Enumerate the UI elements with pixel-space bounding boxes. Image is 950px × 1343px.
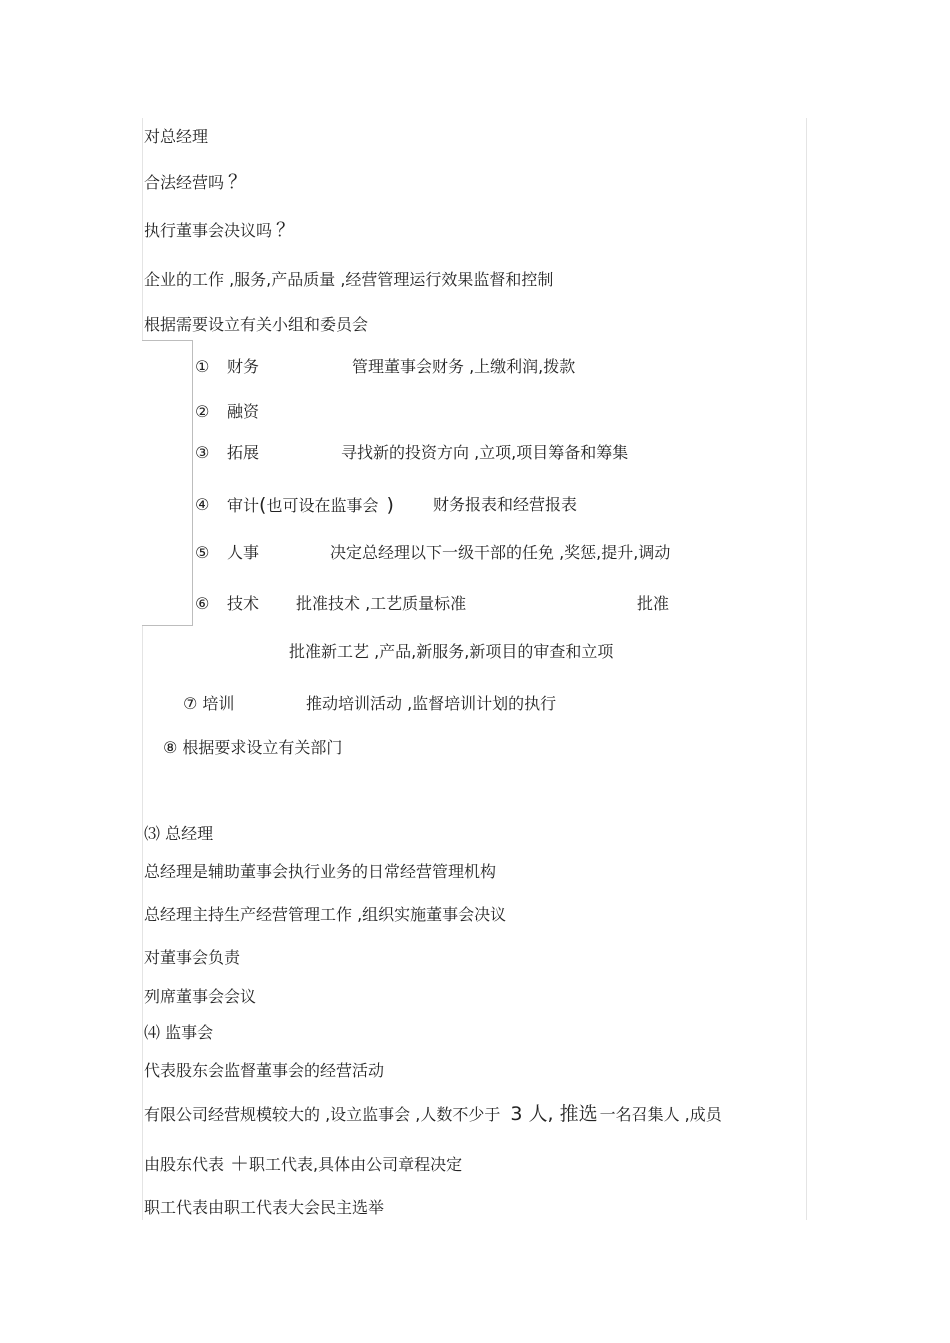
committee-4-name: 审计 bbox=[227, 496, 260, 515]
supervisors-line-2 bbox=[144, 1104, 722, 1125]
gm-line-2: 总经理主持生产经营管理工作 ,组织实施董事会决议 bbox=[144, 905, 507, 924]
gm-line-4: 列席董事会会议 bbox=[144, 987, 257, 1006]
intro-line-2 bbox=[144, 172, 247, 193]
left-margin-line-top bbox=[142, 118, 143, 340]
question-mark: ？ bbox=[276, 219, 296, 241]
committee-2-num: ② bbox=[195, 402, 210, 421]
committee-4-paren-close: ) bbox=[386, 494, 394, 516]
committee-1-desc: 管理董事会财务 ,上缴利润,拨款 bbox=[352, 357, 576, 376]
supervisors-line-2-number: 3 人, 推选 bbox=[510, 1103, 598, 1125]
supervisors-line-2c: 一名召集人 ,成员 bbox=[599, 1105, 722, 1124]
committee-2-name: 融资 bbox=[227, 402, 260, 421]
committee-3-num: ③ bbox=[195, 443, 210, 462]
intro-line-2-text: 合法经营吗 bbox=[144, 173, 225, 192]
supervisors-line-3b: 职工代表,具体由公司章程决定 bbox=[249, 1155, 463, 1174]
committee-1-num: ① bbox=[195, 357, 210, 376]
committee-bracket bbox=[142, 340, 193, 626]
item-8-label: ⑧ 根据要求设立有关部门 bbox=[163, 738, 343, 757]
item-7-label: ⑦ 培训 bbox=[183, 694, 235, 713]
committee-6-continuation: 批准新工艺 ,产品,新服务,新项目的审查和立项 bbox=[289, 642, 614, 661]
intro-line-3-text: 执行董事会决议吗 bbox=[144, 221, 273, 240]
question-mark: ？ bbox=[228, 171, 248, 193]
committee-6-name: 技术 bbox=[227, 594, 260, 613]
supervisors-line-4: 职工代表由职工代表大会民主选举 bbox=[144, 1198, 385, 1217]
supervisors-line-3a: 由股东代表 bbox=[144, 1155, 225, 1174]
supervisors-line-3 bbox=[144, 1154, 462, 1175]
plus-sign: ＋ bbox=[230, 1153, 250, 1175]
committee-4-num: ④ bbox=[195, 495, 210, 514]
committee-6-desc: 批准技术 ,工艺质量标准 bbox=[296, 594, 467, 613]
committee-3-name: 拓展 bbox=[227, 443, 260, 462]
committee-6-num: ⑥ bbox=[195, 594, 210, 613]
intro-line-5: 根据需要设立有关小组和委员会 bbox=[144, 315, 369, 334]
gm-line-3: 对董事会负责 bbox=[144, 948, 241, 967]
item-7-desc: 推动培训活动 ,监督培训计划的执行 bbox=[306, 694, 557, 713]
intro-line-3 bbox=[144, 220, 295, 241]
supervisors-heading: ⑷ 监事会 bbox=[144, 1023, 214, 1042]
left-margin-line-bottom bbox=[142, 625, 143, 1220]
intro-line-4: 企业的工作 ,服务,产品质量 ,经营管理运行效果监督和控制 bbox=[144, 270, 554, 289]
committee-4-paren-open: ( bbox=[259, 494, 267, 516]
committee-4-name-line bbox=[227, 495, 394, 516]
committee-5-num: ⑤ bbox=[195, 543, 210, 562]
committee-6-extra: 批准 bbox=[637, 594, 670, 613]
supervisors-line-2a: 有限公司经营规模较大的 ,设立监事会 ,人数不少于 bbox=[144, 1105, 501, 1124]
committee-5-name: 人事 bbox=[227, 543, 260, 562]
committee-4-paren-note: 也可设在监事会 bbox=[266, 496, 379, 515]
supervisors-line-1: 代表股东会监督董事会的经营活动 bbox=[144, 1061, 385, 1080]
right-margin-line bbox=[806, 118, 807, 1220]
committee-4-desc: 财务报表和经营报表 bbox=[433, 495, 578, 514]
committee-5-desc: 决定总经理以下一级干部的任免 ,奖惩,提升,调动 bbox=[330, 543, 671, 562]
committee-1-name: 财务 bbox=[227, 357, 260, 376]
committee-3-desc: 寻找新的投资方向 ,立项,项目筹备和筹集 bbox=[341, 443, 629, 462]
gm-heading: ⑶ 总经理 bbox=[144, 824, 214, 843]
gm-line-1: 总经理是辅助董事会执行业务的日常经营管理机构 bbox=[144, 862, 497, 881]
intro-line-1: 对总经理 bbox=[144, 127, 209, 146]
